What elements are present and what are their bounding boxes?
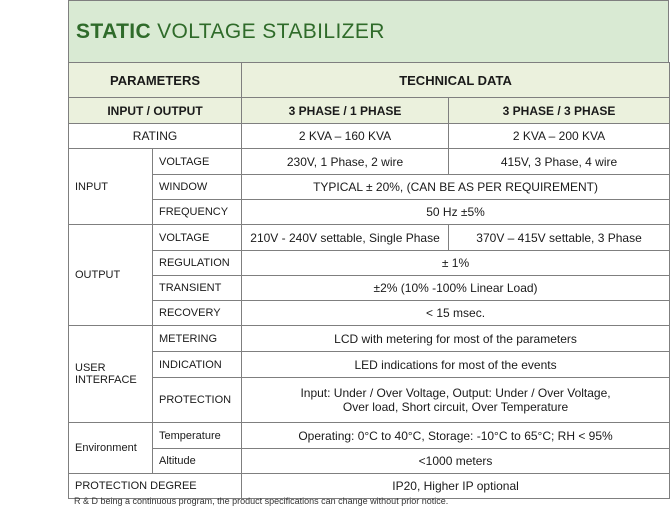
header-col-b: 3 PHASE / 3 PHASE (449, 98, 670, 124)
env-temperature-label: Temperature (153, 423, 242, 449)
row-ui-protection (69, 378, 670, 423)
output-transient-label: TRANSIENT (153, 276, 242, 301)
footnote: R & D being a continuous program, the product specifications can change without prior notice. (74, 496, 449, 506)
rating-label: RATING (69, 124, 242, 149)
group-input: INPUT (69, 149, 153, 225)
input-frequency-label: FREQUENCY (153, 200, 242, 225)
row-output-voltage (69, 225, 670, 251)
input-frequency-value: 50 Hz ±5% (242, 200, 670, 225)
protection-degree-label: PROTECTION DEGREE (69, 474, 242, 499)
spec-sheet (68, 0, 669, 499)
protection-degree-value: IP20, Higher IP optional (242, 474, 670, 499)
header-parameters: PARAMETERS (69, 63, 242, 98)
row-output-regulation (69, 251, 670, 276)
row-ui-metering (69, 326, 670, 352)
ui-protection-line2: Over load, Short circuit, Over Temperature (342, 400, 569, 414)
ui-protection-line1: Input: Under / Over Voltage, Output: Under / Over Voltage, (300, 386, 611, 400)
header-technical-data: TECHNICAL DATA (242, 63, 670, 98)
title-strong: STATIC (76, 19, 152, 43)
row-output-recovery (69, 301, 670, 326)
row-input-voltage (69, 149, 670, 175)
row-protection-degree (69, 474, 670, 499)
header-col-a: 3 PHASE / 1 PHASE (242, 98, 449, 124)
row-env-altitude (69, 449, 670, 474)
group-user-interface-line2: INTERFACE (75, 374, 137, 386)
ui-protection-label: PROTECTION (153, 378, 242, 423)
output-regulation-value: ± 1% (242, 251, 670, 276)
ui-metering-label: METERING (153, 326, 242, 352)
group-output: OUTPUT (69, 225, 153, 326)
env-altitude-value: <1000 meters (242, 449, 670, 474)
group-user-interface (69, 326, 153, 423)
ui-metering-value: LCD with metering for most of the parameters (242, 326, 670, 352)
row-input-window (69, 175, 670, 200)
group-environment: Environment (69, 423, 153, 474)
input-window-value: TYPICAL ± 20%, (CAN BE AS PER REQUIREMENT) (242, 175, 670, 200)
input-voltage-b: 415V, 3 Phase, 4 wire (449, 149, 670, 175)
input-voltage-a: 230V, 1 Phase, 2 wire (242, 149, 449, 175)
header-input-output: INPUT / OUTPUT (69, 98, 242, 124)
row-rating (69, 124, 670, 149)
input-window-label: WINDOW (153, 175, 242, 200)
output-regulation-label: REGULATION (153, 251, 242, 276)
header-row-sub (69, 98, 670, 124)
rating-b: 2 KVA – 200 KVA (449, 124, 670, 149)
group-user-interface-line1: USER (75, 362, 106, 374)
output-recovery-label: RECOVERY (153, 301, 242, 326)
row-input-frequency (69, 200, 670, 225)
ui-protection-value (242, 378, 670, 423)
page-title (68, 0, 669, 62)
output-voltage-a: 210V - 240V settable, Single Phase (242, 225, 449, 251)
output-recovery-value: < 15 msec. (242, 301, 670, 326)
env-temperature-value: Operating: 0°C to 40°C, Storage: -10°C to 65°C; RH < 95% (242, 423, 670, 449)
rating-a: 2 KVA – 160 KVA (242, 124, 449, 149)
spec-table (68, 62, 670, 499)
output-voltage-b: 370V – 415V settable, 3 Phase (449, 225, 670, 251)
row-output-transient (69, 276, 670, 301)
row-ui-indication (69, 352, 670, 378)
ui-indication-label: INDICATION (153, 352, 242, 378)
ui-indication-value: LED indications for most of the events (242, 352, 670, 378)
env-altitude-label: Altitude (153, 449, 242, 474)
header-row-main (69, 63, 670, 98)
output-voltage-label: VOLTAGE (153, 225, 242, 251)
title-rest: VOLTAGE STABILIZER (157, 19, 385, 43)
output-transient-value: ±2% (10% -100% Linear Load) (242, 276, 670, 301)
input-voltage-label: VOLTAGE (153, 149, 242, 175)
row-env-temperature (69, 423, 670, 449)
